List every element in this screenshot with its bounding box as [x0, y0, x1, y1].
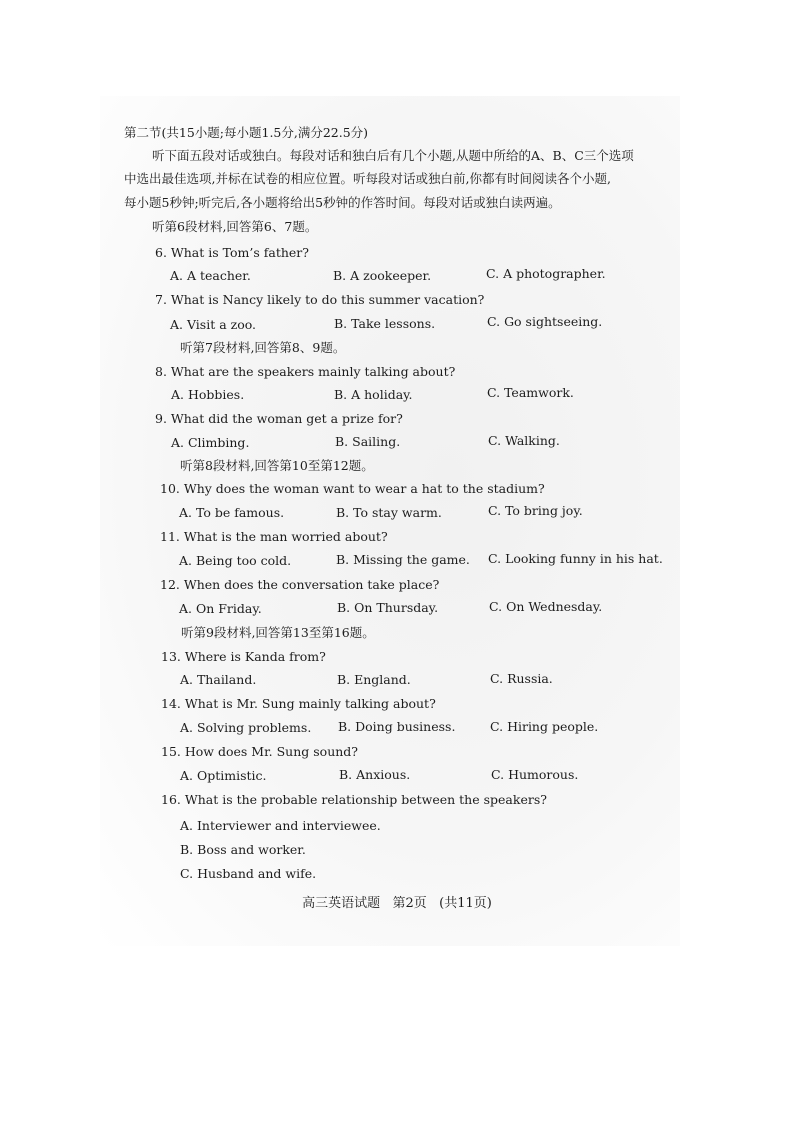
section-title: 第二节(共15小题;每小题1.5分,满分22.5分)	[124, 125, 369, 140]
question-13-option-a: A. Thailand.	[180, 672, 257, 687]
question-12-stem: 12. When does the conversation take place?	[160, 577, 440, 592]
question-14-option-c: C. Hiring people.	[490, 719, 599, 734]
instruction-line-2: 中选出最佳选项,并标在试卷的相应位置。听每段对话或独白前,你都有时间阅读各个小题,	[124, 171, 611, 186]
question-10-option-b: B. To stay warm.	[336, 505, 442, 520]
question-9-option-b: B. Sailing.	[335, 434, 401, 449]
question-16-option-b: B. Boss and worker.	[180, 842, 306, 857]
question-14-option-a: A. Solving problems.	[180, 720, 312, 735]
question-7-option-c: C. Go sightseeing.	[487, 314, 603, 329]
instruction-line-3: 每小题5秒钟;听完后,各小题将给出5秒钟的作答时间。每段对话或独白读两遍。	[124, 195, 561, 210]
question-11-option-a: A. Being too cold.	[179, 553, 292, 568]
question-16-option-c: C. Husband and wife.	[180, 866, 317, 881]
question-11-option-b: B. Missing the game.	[336, 552, 470, 567]
question-12-option-c: C. On Wednesday.	[489, 599, 603, 614]
question-6-stem: 6. What is Tom’s father?	[155, 245, 309, 260]
question-11-option-c: C. Looking funny in his hat.	[488, 551, 663, 566]
page-footer: 高三英语试题 第2页 (共11页)	[302, 896, 492, 911]
question-7-option-b: B. Take lessons.	[334, 316, 436, 331]
question-15-option-c: C. Humorous.	[491, 767, 579, 782]
question-8-option-b: B. A holiday.	[334, 387, 413, 402]
material-7-heading: 听第7段材料,回答第8、9题。	[180, 340, 346, 355]
question-10-option-c: C. To bring joy.	[488, 503, 583, 518]
question-8-option-c: C. Teamwork.	[487, 385, 574, 400]
question-15-option-a: A. Optimistic.	[180, 768, 267, 783]
question-9-option-a: A. Climbing.	[171, 435, 250, 450]
question-6-option-b: B. A zookeeper.	[333, 268, 432, 283]
question-6-option-a: A. A teacher.	[170, 268, 251, 283]
question-11-stem: 11. What is the man worried about?	[160, 529, 388, 544]
material-8-heading: 听第8段材料,回答第10至第12题。	[180, 458, 374, 473]
question-7-stem: 7. What is Nancy likely to do this summer vacation?	[155, 292, 485, 307]
question-12-option-a: A. On Friday.	[179, 601, 262, 616]
question-8-stem: 8. What are the speakers mainly talking about?	[155, 364, 456, 379]
question-16-option-a: A. Interviewer and interviewee.	[180, 818, 381, 833]
question-13-option-c: C. Russia.	[490, 671, 553, 686]
question-7-option-a: A. Visit a zoo.	[170, 317, 257, 332]
question-13-stem: 13. Where is Kanda from?	[161, 649, 326, 664]
question-15-stem: 15. How does Mr. Sung sound?	[161, 744, 358, 759]
question-9-option-c: C. Walking.	[488, 433, 560, 448]
material-9-heading: 听第9段材料,回答第13至第16题。	[181, 625, 375, 640]
question-10-option-a: A. To be famous.	[179, 505, 285, 520]
question-10-stem: 10. Why does the woman want to wear a hat to the stadium?	[160, 481, 545, 496]
question-16-stem: 16. What is the probable relationship between the speakers?	[161, 792, 547, 807]
question-9-stem: 9. What did the woman get a prize for?	[155, 411, 403, 426]
question-12-option-b: B. On Thursday.	[337, 600, 439, 615]
material-6-heading: 听第6段材料,回答第6、7题。	[152, 219, 318, 234]
question-13-option-b: B. England.	[337, 672, 411, 687]
question-14-stem: 14. What is Mr. Sung mainly talking about?	[161, 696, 436, 711]
question-14-option-b: B. Doing business.	[338, 719, 456, 734]
question-15-option-b: B. Anxious.	[339, 767, 411, 782]
instruction-line-1: 听下面五段对话或独白。每段对话和独白后有几个小题,从题中所给的A、B、C三个选项	[152, 148, 634, 163]
question-6-option-c: C. A photographer.	[486, 266, 606, 281]
question-8-option-a: A. Hobbies.	[171, 387, 245, 402]
